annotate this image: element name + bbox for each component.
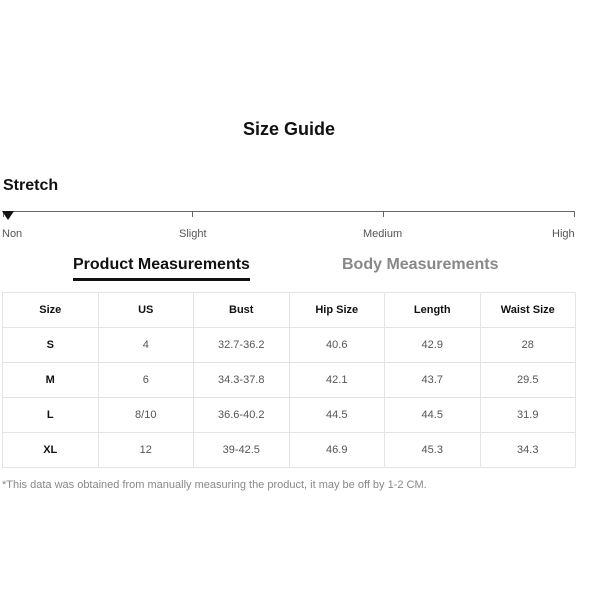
stretch-label: Stretch	[3, 177, 59, 194]
stretch-level-non: Non	[2, 228, 23, 240]
stretch-scale	[0, 202, 600, 242]
measurement-note: *This data was obtained from manually measuring the product, it may be off by 1-2 CM.	[2, 479, 427, 491]
table-cell-length: 45.3	[385, 433, 481, 468]
table-row	[3, 433, 576, 468]
table-cell-waist-size: 28	[480, 328, 576, 363]
tab-product-measurements[interactable]: Product Measurements	[73, 256, 250, 281]
page-title: Size Guide	[242, 119, 336, 139]
table-cell-size: L	[3, 398, 99, 433]
table-cell-us: 12	[98, 433, 194, 468]
table-cell-bust: 32.7-36.2	[194, 328, 290, 363]
table-cell-length: 44.5	[385, 398, 481, 433]
column-header-length: Length	[385, 293, 481, 328]
table-cell-us: 4	[98, 328, 194, 363]
table-cell-size: M	[3, 363, 99, 398]
stretch-tick-medium	[383, 211, 384, 217]
table-row	[3, 363, 576, 398]
table-cell-bust: 39-42.5	[194, 433, 290, 468]
table-cell-hip-size: 42.1	[289, 363, 385, 398]
table-cell-us: 8/10	[98, 398, 194, 433]
stretch-tick-slight	[192, 211, 193, 217]
stretch-level-medium: Medium	[363, 228, 403, 240]
table-cell-bust: 34.3-37.8	[194, 363, 290, 398]
table-row	[3, 398, 576, 433]
size-table	[2, 292, 576, 468]
stretch-tick-high	[574, 211, 575, 217]
table-cell-bust: 36.6-40.2	[194, 398, 290, 433]
stretch-level-high: High	[552, 228, 575, 240]
table-cell-waist-size: 31.9	[480, 398, 576, 433]
table-cell-hip-size: 44.5	[289, 398, 385, 433]
column-header-size: Size	[3, 293, 99, 328]
measurement-tabs	[0, 256, 578, 284]
column-header-us: US	[98, 293, 194, 328]
column-header-bust: Bust	[194, 293, 290, 328]
table-row	[3, 328, 576, 363]
table-cell-us: 6	[98, 363, 194, 398]
table-cell-size: XL	[3, 433, 99, 468]
column-header-waist-size: Waist Size	[480, 293, 576, 328]
stretch-level-slight: Slight	[179, 228, 207, 240]
table-cell-hip-size: 46.9	[289, 433, 385, 468]
table-cell-size: S	[3, 328, 99, 363]
table-cell-length: 43.7	[385, 363, 481, 398]
table-cell-hip-size: 40.6	[289, 328, 385, 363]
stretch-scale-line	[3, 211, 575, 212]
table-cell-waist-size: 34.3	[480, 433, 576, 468]
table-cell-waist-size: 29.5	[480, 363, 576, 398]
table-cell-length: 42.9	[385, 328, 481, 363]
table-header-row	[3, 293, 576, 328]
column-header-hip-size: Hip Size	[289, 293, 385, 328]
tab-body-measurements[interactable]: Body Measurements	[342, 256, 499, 273]
stretch-marker-icon	[2, 211, 14, 220]
